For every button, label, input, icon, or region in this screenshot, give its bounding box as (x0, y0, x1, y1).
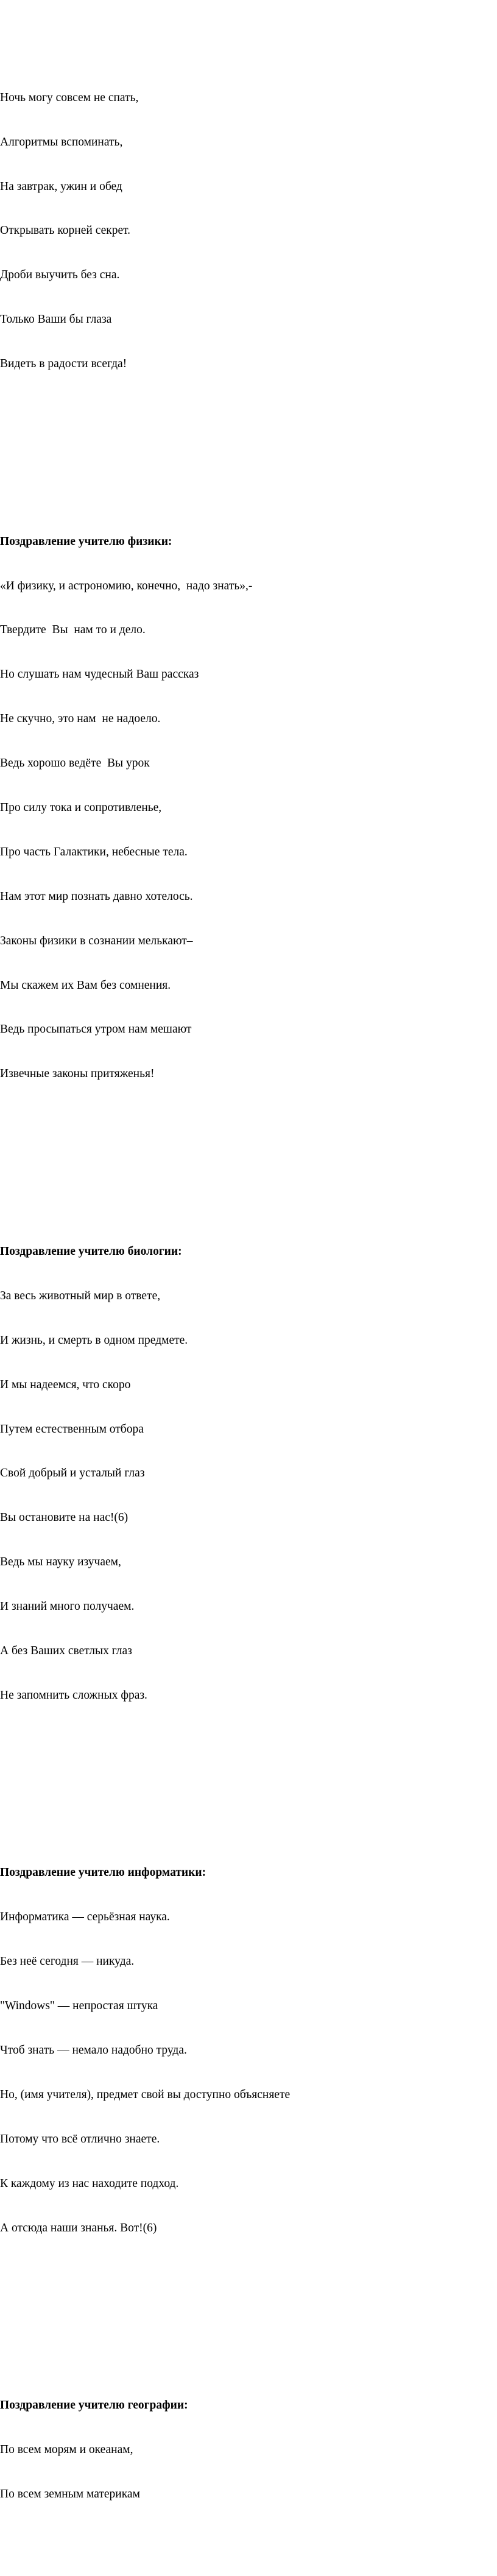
poem-line: А отсюда наши знанья. Вот!(6) (0, 2221, 157, 2234)
poem-line: Но, (имя учителя), предмет свой вы доступно объясняете (0, 2088, 291, 2101)
poem-line: Твердите Вы нам то и дело. (0, 623, 146, 637)
section-physics (0, 505, 290, 1111)
section-geography (0, 2369, 290, 2532)
poem-line: И знаний много получаем. (0, 1600, 135, 1613)
poem-line: И мы надеемся, что скоро (0, 1378, 131, 1391)
poem-line: Алгоритмы вспоминать, (0, 135, 123, 149)
poem-line: Мы скажем их Вам без сомнения. (0, 978, 171, 992)
section-heading: Поздравление учителю биологии: (0, 1244, 182, 1258)
poem-line: Только Ваши бы глаза (0, 313, 112, 326)
poem-line: Дроби выучить без сна. (0, 268, 120, 282)
poem-line: И жизнь, и смерть в одном предмете. (0, 1333, 188, 1347)
poem-line: К каждому из нас находите подход. (0, 2177, 179, 2190)
poem-line: Извечные законы притяженья! (0, 1067, 155, 1081)
blank-line (0, 431, 290, 446)
section-heading: Поздравление учителю информатики: (0, 1866, 206, 1879)
poem-line: Про часть Галактики, небесные тела. (0, 845, 188, 858)
poem-line: "Windows" — непростая штука (0, 1999, 158, 2013)
poem-line: Путем естественным отбора (0, 1422, 144, 1436)
poem-line: Информатика — серьёзная наука. (0, 1911, 170, 1924)
poem-line: За весь животный мир в ответе, (0, 1289, 161, 1302)
poem-line: Открывать корней секрет. (0, 224, 131, 237)
poem-line: Не скучно, это нам не надоело. (0, 712, 161, 726)
poem-line: По всем земным материкам (0, 2487, 140, 2501)
poem-line: Чтоб знать — немало надобно труда. (0, 2043, 187, 2057)
intro-stanza (0, 61, 290, 401)
blank-line (0, 2295, 290, 2309)
section-heading: Поздравление учителю географии: (0, 2399, 188, 2412)
poem-line: Ведь хорошо ведёте Вы урок (0, 757, 150, 770)
section-biology (0, 1215, 290, 1732)
poem-line: По всем морям и океанам, (0, 2443, 133, 2456)
poem-line: Потому что всё отлично знаете. (0, 2132, 160, 2146)
document-text (0, 2, 290, 2576)
poem-line: Без неё сегодня — никуда. (0, 1955, 135, 1968)
poem-line: Но слушать нам чудесный Ваш рассказ (0, 668, 199, 681)
poem-line: Не запомнить сложных фраз. (0, 1688, 147, 1702)
blank-line (0, 1762, 290, 1777)
section-heading: Поздравление учителю физики: (0, 535, 172, 548)
poem-line: Законы физики в сознании мелькают– (0, 934, 193, 947)
blank-line (0, 1141, 290, 1156)
poem-line: Видеть в радости всегда! (0, 357, 127, 371)
poem-line: «И физику, и астрономию, конечно, надо знать»,- (0, 579, 253, 592)
poem-line: Ночь могу совсем не спать, (0, 91, 139, 104)
section-informatics (0, 1836, 290, 2265)
poem-line: Нам этот мир познать давно хотелось. (0, 890, 193, 903)
poem-line: Про силу тока и сопротивленье, (0, 801, 162, 815)
poem-line: На завтрак, ужин и обед (0, 180, 122, 193)
poem-line: А без Ваших светлых глаз (0, 1644, 132, 1657)
poem-line: Ведь просыпаться утром нам мешают (0, 1023, 192, 1036)
poem-line: Свой добрый и усталый глаз (0, 1467, 145, 1480)
poem-line: Вы остановите на нас!(6) (0, 1511, 129, 1525)
poem-line: Ведь мы науку изучаем, (0, 1556, 121, 1569)
